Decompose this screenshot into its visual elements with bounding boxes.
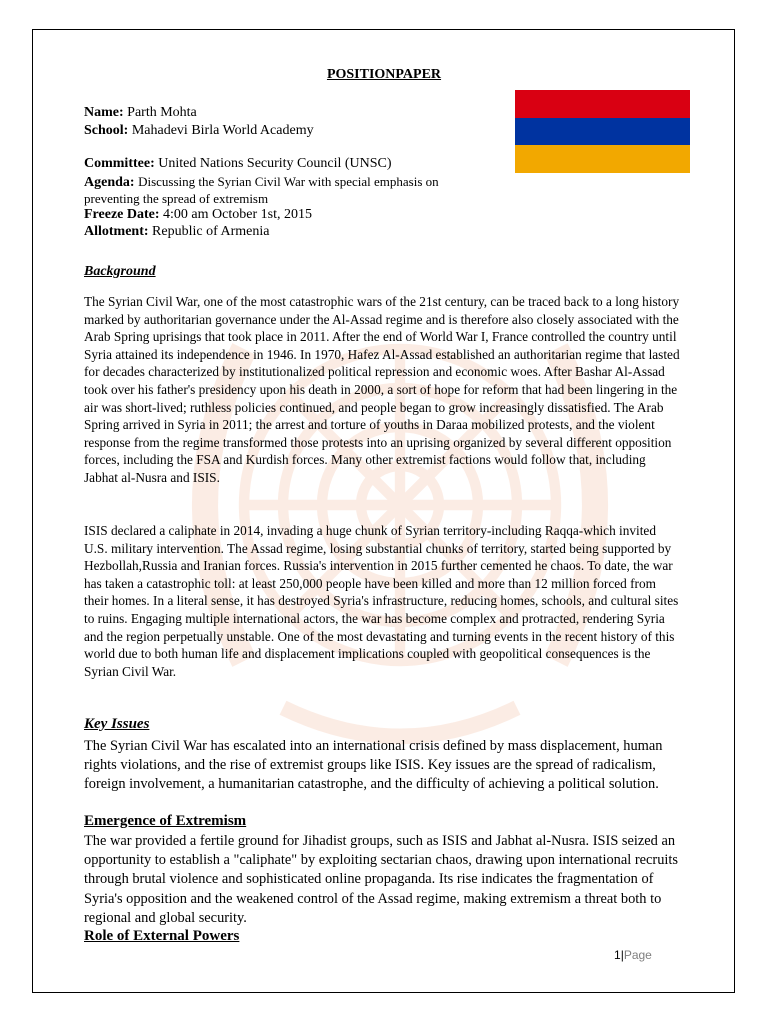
committee-line	[84, 155, 392, 172]
page-label: Page	[623, 948, 652, 962]
school-label: School:	[84, 123, 129, 138]
key-issues-heading: Key Issues	[84, 716, 150, 732]
background-paragraph-1: The Syrian Civil War, one of the most catastrophic wars of the 21st century, can be traced back to a long history marked by authoritarian governance under the Al-Assad regime and is therefore also closely associated with the Arab Spring uprisings that took place in 2011. After the end of World War I, France controlled the country until Syria attained its independence in 1946. In 1970, Hafez Al-Assad established an authoritarian regime that lasted for decades characterized by institutionalized political repression and economic woes. After Bashar Al-Assad took over his father's presidency upon his death in 2000, a sort of hope for reform that had been lingering in the air was short-lived; ruthless policies continued, and people began to grow increasingly dissatisfied. The Arab Spring arrived in Syria in 2011; the arrest and torture of youths in Daraa mobilized protests, and the violent response from the regime transformed those protests into an uprising organized by several different opposition forces, including the FSA and Kurdish forces. Many other extremist factions would follow that, including Jabhat al-Nusra and ISIS.	[84, 294, 680, 485]
name-line	[84, 104, 197, 121]
committee-value: United Nations Security Council (UNSC)	[158, 156, 392, 171]
agenda-line	[84, 173, 439, 191]
agenda-value-line2: preventing the spread of extremism	[84, 191, 269, 206]
name-label: Name:	[84, 105, 124, 120]
allotment-value: Republic of Armenia	[152, 224, 270, 239]
allotment-line	[84, 223, 269, 240]
committee-label: Committee:	[84, 156, 155, 171]
background-paragraph-2: ISIS declared a caliphate in 2014, invading a huge chunk of Syrian territory-including Raqqa-which invited U.S. military intervention. The Assad regime, losing substantial chunks of territory, started being supported by Hezbollah,Russia and Iranian forces. Russia's intervention in 2015 further cemented he chaos. To date, the war has taken a catastrophic toll: at least 250,000 people have been killed and more than 12 million forced from their homes. In a literal sense, it has destroyed Syria's infrastructure, reducing homes, schools, and cultural sites to ruins. Engaging multiple international actors, the war has become complex and protracted, rendering Syria and the region perpetually unstable. One of the most devastating and turning events in the recent history of this world due to both human life and displacement implications coupled with geopolitical consequences is the Syrian Civil War.	[84, 523, 679, 679]
extremism-heading: Emergence of Extremism	[84, 813, 247, 829]
school-value: Mahadevi Birla World Academy	[131, 123, 314, 138]
armenia-flag-image	[515, 90, 690, 173]
flag-stripe-blue	[515, 118, 690, 146]
agenda-label: Agenda:	[84, 175, 135, 190]
page-separator: |	[620, 948, 624, 962]
freeze-date-label: Freeze Date:	[84, 207, 160, 222]
page-footer	[614, 948, 652, 962]
freeze-date-line	[84, 206, 312, 223]
flag-stripe-red	[515, 90, 690, 118]
freeze-date-value: 4:00 am October 1st, 2015	[163, 207, 312, 222]
external-powers-heading: Role of External Powers	[84, 928, 240, 944]
page-number: 1	[614, 948, 621, 962]
school-line	[84, 122, 314, 139]
agenda-value-line1: Discussing the Syrian Civil War with special emphasis on	[138, 174, 439, 189]
key-issues-paragraph: The Syrian Civil War has escalated into an international crisis defined by mass displacement, human rights violations, and the rise of extremist groups like ISIS. Key issues are the spread of radicalism, foreign involvement, a humanitarian catastrophe, and the difficulty of achieving a political solution.	[84, 738, 663, 793]
allotment-label: Allotment:	[84, 224, 149, 239]
background-heading: Background	[84, 264, 156, 279]
document-title: POSITIONPAPER	[326, 67, 442, 82]
name-value: Parth Mohta	[127, 105, 197, 120]
flag-stripe-orange	[515, 145, 690, 173]
extremism-paragraph: The war provided a fertile ground for Jihadist groups, such as ISIS and Jabhat al-Nusra. ISIS seized an opportunity to establish a "caliphate" by exploiting sectarian chaos, drawing upon international recruits through brutal violence and sophisticated online propaganda. Its rise indicates the fragmentation of Syria's opposition and the weakened control of the Assad regime, making extremism a threat both to regional and global security.	[84, 833, 679, 926]
